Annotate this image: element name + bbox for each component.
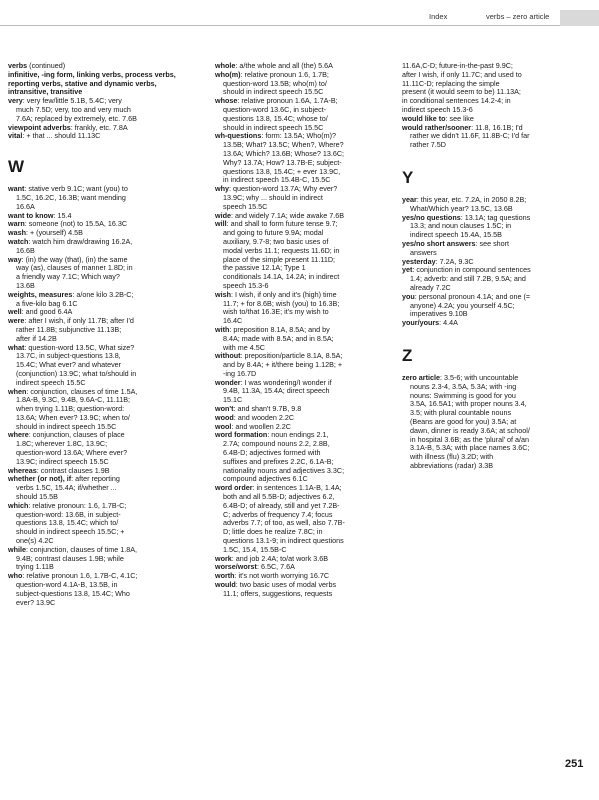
- entry-references: : contrast clauses 1.9B: [36, 465, 110, 475]
- index-entry: [215, 431, 390, 484]
- entry-headword: weights, measures: [8, 289, 73, 299]
- entry-references: : a/one kilo 3.2B-C;: [72, 289, 134, 299]
- entry-first-line: [402, 319, 574, 328]
- entry-headword: whereas: [8, 465, 37, 475]
- entry-headword: with: [215, 324, 230, 334]
- entry-continuation-line: 1.4; adverb: and still 7.2B, 9.5A; and: [410, 274, 526, 284]
- entry-continuation-line: 2.7A; compound nouns 2.2, 2.8B,: [223, 439, 330, 449]
- entry-continuation-line: when trying 1.11B; question-word:: [16, 404, 125, 414]
- entry-headword: would: [215, 580, 236, 590]
- entry-references: : I wish, if only and it's (high) time: [230, 289, 337, 299]
- entry-continuation-line: 3.5A, 16.5A1; with proper nouns 3.4,: [410, 399, 527, 409]
- index-entry: [402, 319, 574, 328]
- entry-references: : question-word 13.7A; Why ever?: [228, 184, 338, 194]
- entry-continuation-line: 3.5; with plural countable nouns: [410, 408, 512, 418]
- index-entry: [8, 317, 196, 343]
- entry-continuation-line: (conjunction) 13.9C; what to/should in: [16, 368, 137, 378]
- running-header: [0, 10, 599, 30]
- entry-continuation-line: a friendly way 7.1C; Which way?: [16, 272, 120, 282]
- index-entry: [402, 374, 574, 471]
- entry-references: : stative verb 9.1C; want (you) to: [24, 184, 128, 194]
- index-entry: [8, 344, 196, 388]
- entry-continuation-line: already 7.2C: [410, 282, 451, 292]
- index-entry: [402, 124, 574, 150]
- entry-references: : (in) the way (that), (in) the same: [21, 254, 128, 264]
- entry-references: : very few/little 5.1B, 5.4C; very: [22, 96, 122, 106]
- entry-continuation-line: adverbs 7.7; of too, as well, also 7.7B-: [223, 518, 345, 528]
- entry-references: : and wooden 2.2C: [233, 412, 295, 422]
- entry-headword: vital: [8, 131, 23, 141]
- entry-continuation-line: anyone) 4.2A; you yourself 4.5C;: [410, 300, 515, 310]
- entry-headword: well: [8, 307, 22, 317]
- entry-references: : 4.4A: [439, 318, 458, 328]
- entry-continuation-line: dawn, dinner is ready 3.6A; at school/: [410, 425, 530, 435]
- index-entry: [8, 572, 196, 607]
- entry-continuation-line: 16.6A: [16, 201, 35, 211]
- index-entry: [215, 220, 390, 290]
- entry-continuation-line: questions 13.8, 15.4C; which to/: [16, 518, 119, 528]
- entry-first-line: [8, 238, 196, 247]
- entry-references: : and good 6.4A: [21, 307, 73, 317]
- entry-continuation-line: questions 13.8, 15.4C; + ever 13.9C,: [223, 166, 341, 176]
- entry-continuation-line: in indirect speech 15.4B-C, 15.5C: [223, 175, 331, 185]
- entry-continuation-line: questions 13.8, 15.4C; whose to/: [223, 113, 328, 123]
- entry-headword: your/yours: [402, 318, 440, 328]
- entry-continuation-line: should in indirect speech 15.5C: [223, 122, 324, 132]
- entry-continuation-line: What/Which year? 13.5C, 13.6B: [410, 203, 513, 213]
- entry-headword: yesterday: [402, 256, 436, 266]
- entry-continuation-line: indirect speech 15.3-6: [402, 104, 473, 114]
- header-index-label: Index: [429, 12, 448, 21]
- entry-continuation-line: a five-kilo bag 6.1C: [16, 298, 78, 308]
- index-entry: [8, 291, 196, 309]
- entry-references: : after I wish, if only 11.7B; after I'd: [24, 316, 134, 326]
- entry-continuation-line: suffixes and prefixes 2.2C, 6.1A-B;: [223, 456, 334, 466]
- entry-references: : and woollen 2.2C: [231, 421, 291, 431]
- entry-references: : this year, etc. 7.2A, in 2050 8.2B;: [416, 194, 527, 204]
- entry-continuation-line: ever? 13.9C: [16, 597, 56, 607]
- entry-continuation-line: rather 7.5D: [410, 140, 446, 150]
- page-number: 251: [565, 758, 584, 770]
- entry-continuation-line: 15.4C; What ever? and whatever: [16, 360, 122, 370]
- entry-references: : and job 2.4A; to/at work 3.6B: [231, 553, 329, 563]
- entry-references: : form: 13.5A; Who(m)?: [261, 131, 337, 141]
- entry-references: : and widely 7.1A; wide awake 7.6B: [230, 210, 345, 220]
- entry-continuation-line: 13.6A; Which? 13.6B; Whose? 13.6C;: [223, 148, 345, 158]
- entry-continuation-line: 13.9C; indirect speech 15.5C: [16, 456, 109, 466]
- entry-headword: worth: [215, 571, 235, 581]
- entry-continuation-line: in hospital 3.6B; as the 'plural' of a/an: [410, 434, 530, 444]
- index-entry: [402, 240, 574, 258]
- entry-headword: when: [8, 386, 27, 396]
- entry-headword: watch: [8, 236, 29, 246]
- entry-continuation-line: the passive 12.1A; Type 1: [223, 263, 306, 273]
- entry-headword: wonder: [215, 377, 241, 387]
- entry-continuation-line: after I wish, if only 11.7C; and used to: [402, 69, 522, 79]
- entry-continuation-line: 1.8A-B, 9.3C, 9.4B, 9.6A-C, 11.11B;: [16, 395, 130, 405]
- entry-continuation-line: way (as), clauses of manner 1.8D; in: [16, 263, 133, 273]
- entry-continuation-line: should in indirect speech 15.5C: [223, 87, 324, 97]
- entry-references: : two basic uses of modal verbs: [235, 580, 337, 590]
- entry-references: : question-word 13.5C, What size?: [24, 342, 135, 352]
- index-entry: [402, 266, 574, 292]
- entry-headword: wh-questions: [215, 131, 262, 141]
- entry-continuation-line: wish to/that 16.3E; it's my wish to: [223, 307, 329, 317]
- entry-references: : frankly, etc. 7.8A: [70, 122, 128, 132]
- entry-headword: very: [8, 96, 23, 106]
- entry-references: : preposition/particle 8.1A, 8.5A;: [240, 351, 343, 361]
- entry-continuation-line: question-word 13.5B; who(m) to/: [223, 78, 327, 88]
- entry-references: : and shan't 9.7B, 9.8: [233, 404, 302, 414]
- entry-headword: viewpoint adverbs: [8, 122, 71, 132]
- entry-continuation-line: conditionals 14.1A, 14.2A; in indirect: [223, 272, 340, 282]
- entry-headword: yes/no questions: [402, 212, 461, 222]
- entry-references: : 7.2A, 9.3C: [435, 256, 474, 266]
- entry-continuation-line: and going to future 9.9A; modal: [223, 228, 324, 238]
- entry-headword: will: [215, 219, 227, 229]
- entry-continuation-line: question-word 13.6C, in subject-: [223, 104, 327, 114]
- entry-continuation-line: C; adverbs of frequency 7.4; focus: [223, 509, 333, 519]
- index-entry: [215, 291, 390, 326]
- entry-continuation-line: with me 4.5C: [223, 342, 265, 352]
- entry-continuation-line: should 15.5B: [16, 492, 58, 502]
- entry-continuation-line: question-word 4.1A-B, 13.5B, in: [16, 580, 118, 590]
- entry-headword: yet: [402, 265, 413, 275]
- entry-continuation-line: compound adjectives 6.1C: [223, 474, 308, 484]
- entry-continuation-line: much 7.5D; very, too and very much: [16, 104, 131, 114]
- entry-references: : 13.1A; tag questions: [460, 212, 531, 222]
- index-column-2: [215, 62, 390, 599]
- index-column-3: [402, 62, 574, 471]
- index-entry: [215, 379, 390, 405]
- entry-continuation-line: question-word 13.6A; Where ever?: [16, 448, 128, 458]
- entry-headword: who: [8, 571, 23, 581]
- entry-references: : 3.5-6; with uncountable: [439, 372, 519, 382]
- entry-continuation-line: rather we didn't 11.6F, 11.8B-C; I'd far: [410, 131, 530, 141]
- entry-headword: yes/no short answers: [402, 238, 476, 248]
- entry-continuation-line: 1.5C, 16.2C, 16.3B; want mending: [16, 192, 126, 202]
- entry-continuation-line: 6.4B-D; adjectives formed with: [223, 448, 321, 458]
- entry-references: : preposition 8.1A, 8.5A; and by: [229, 324, 330, 334]
- entry-continuation-line: rather 11.8B; subjunctive 11.13B;: [16, 324, 122, 334]
- entry-continuation-line: one(s) 4.2C: [16, 536, 54, 546]
- entry-headword: you: [402, 291, 415, 301]
- entry-headword: want: [8, 184, 25, 194]
- entry-references: : 15.4: [53, 210, 72, 220]
- entry-continuation-line: 13.7C, in subject-questions 13.8,: [16, 351, 121, 361]
- entry-continuation-line: present (it would seem to be) 11.13A;: [402, 87, 521, 97]
- entry-headword: which: [8, 500, 29, 510]
- entry-headword: why: [215, 184, 229, 194]
- entry-first-line: [8, 132, 196, 141]
- entry-continuation-line: 11.1; offers, suggestions, requests: [223, 588, 333, 598]
- entry-references: : conjunction, clauses of place: [28, 430, 125, 440]
- entry-headword: whole: [215, 61, 236, 70]
- entry-continuation-line: D; little does he realize 7.8C; in: [223, 527, 323, 537]
- entry-continuation-line: 1.5C, 15.4, 15.5B-C: [223, 544, 287, 554]
- entry-continuation-line: indirect speech 15.5C: [16, 377, 86, 387]
- entry-references: : relative pronoun 1.6, 1.7B;: [240, 69, 329, 79]
- entry-continuation-line: Why? 13.7A; How? 13.7B-E; subject-: [223, 157, 342, 167]
- entry-continuation-line: 15.1C: [223, 395, 243, 405]
- entry-continuation-line: modal verbs 11.1; requests 11.6D; in: [223, 245, 340, 255]
- entry-headword: wide: [215, 210, 231, 220]
- entry-references: : + (yourself) 4.5B: [25, 228, 83, 238]
- entry-first-line: [8, 71, 196, 97]
- index-entry: [8, 546, 196, 572]
- entry-references: : see like: [445, 113, 474, 123]
- entry-continuation-line: 13.5B; What? 13.5C; When?, Where?: [223, 140, 344, 150]
- entry-continuation-line: 16.6B: [16, 245, 35, 255]
- entry-headword: verbs: [8, 61, 28, 70]
- entry-references: : in sentences 1.1A-B, 1.4A;: [252, 483, 342, 493]
- entry-headword: without: [215, 351, 241, 361]
- entry-references: (continued): [27, 61, 66, 70]
- index-entry: [215, 132, 390, 185]
- index-entry: [215, 484, 390, 554]
- entry-continuation-line: 8.4A; made with 8.5A; and in 8.5A;: [223, 333, 334, 343]
- index-entry: [402, 293, 574, 319]
- entry-headword: whether (or not), if: [8, 474, 72, 484]
- entry-continuation-line: 13.9C; why ... should in indirect: [223, 192, 323, 202]
- entry-continuation-line: 6.4B-D; of already, still and yet 7.2B-: [223, 500, 340, 510]
- entry-headword: year: [402, 194, 417, 204]
- entry-references: : 6.5C, 7.6A: [256, 562, 295, 572]
- entry-continuation-line: 11.11C-D; replacing the simple: [402, 78, 500, 88]
- section-letter: W: [8, 157, 25, 177]
- entry-continuation-line: verbs 1.5C, 15.4A; if/whether ...: [16, 483, 117, 493]
- entry-continuation-line: 3.1A-B, 5.3A; with place names 3.6C;: [410, 443, 530, 453]
- entry-headword: wash: [8, 228, 26, 238]
- entry-continuation-line: 11.6A,C-D; future-in-the-past 9.9C;: [402, 61, 513, 70]
- entry-references: : personal pronoun 4.1A; and one (=: [414, 291, 531, 301]
- entry-continuation-line: trying 1.11B: [16, 562, 54, 572]
- entry-references: : relative pronoun: 1.6, 1.7B-C;: [28, 500, 127, 510]
- entry-references: : + that ... should 11.13C: [22, 131, 101, 141]
- entry-headword: zero article: [402, 372, 440, 382]
- section-letter: Z: [402, 345, 413, 365]
- entry-continuation-line: question-word: 13.6B, in subject-: [16, 509, 121, 519]
- index-entry: [402, 62, 574, 115]
- entry-continuation-line: abbreviations (radar) 3.3B: [410, 460, 494, 470]
- index-entry: [8, 238, 196, 256]
- entry-references: : see short: [475, 238, 510, 248]
- entry-continuation-line: questions 13.1-9; in indirect questions: [223, 536, 344, 546]
- entry-continuation-line: should in indirect speech 15.5C: [16, 421, 117, 431]
- entry-continuation-line: speech 15.3-6: [223, 280, 269, 290]
- entry-references: : noun endings 2.1,: [267, 430, 329, 440]
- index-entry: [8, 475, 196, 501]
- index-entry: [8, 256, 196, 291]
- entry-continuation-line: 13.6A; When ever? 13.9C; when to/: [16, 412, 130, 422]
- entry-continuation-line: (Beans are good for you) 3.5A; at: [410, 416, 517, 426]
- entry-headword: would rather/sooner: [402, 122, 472, 132]
- header-title: verbs – zero article: [486, 12, 550, 21]
- index-entry: [8, 71, 196, 97]
- entry-continuation-line: imperatives 9.10B: [410, 309, 468, 319]
- index-entry: [8, 132, 196, 141]
- index-entry: [215, 326, 390, 352]
- entry-continuation-line: 1.8C; wherever 1.8C, 13.9C;: [16, 439, 108, 449]
- entry-continuation-line: auxiliary, 9.7-8; two basic uses of: [223, 236, 329, 246]
- index-column-1: [8, 62, 196, 607]
- entry-references: : relative pronoun 1.6A, 1.7A-B;: [237, 96, 338, 106]
- index-entry: [8, 431, 196, 466]
- entry-continuation-line: subject-questions 13.8, 15.4C; Who: [16, 588, 130, 598]
- entry-references: : watch him draw/drawing 16.2A,: [28, 236, 133, 246]
- entry-continuation-line: and by 8.4A; + it/there being 1.12B; +: [223, 360, 343, 370]
- entry-continuation-line: nationality nouns and adjectives 3.3C;: [223, 465, 345, 475]
- entry-headword: want to know: [8, 210, 54, 220]
- entry-references: : it's not worth worrying 16.7C: [234, 571, 330, 581]
- index-entry: [215, 185, 390, 211]
- entry-references: : someone (not) to 15.5A, 16.3C: [24, 219, 128, 229]
- entry-continuation-line: speech 15.5C: [223, 201, 268, 211]
- index-entry: [402, 196, 574, 214]
- entry-references: : a/the whole and all (the) 5.6A: [235, 61, 333, 70]
- entry-continuation-line: with illness (flu) 3.2D; with: [410, 452, 494, 462]
- entry-continuation-line: 7.6A; replaced by extremely, etc. 7.6B: [16, 113, 137, 123]
- entry-continuation-line: 11.7; + for 8.6B; wish (you) to 16.3B;: [223, 298, 340, 308]
- index-entry: [215, 97, 390, 132]
- entry-continuation-line: 16.4C: [223, 316, 243, 326]
- index-entry: [8, 97, 196, 123]
- entry-headword: wood: [215, 412, 234, 422]
- entry-references: : 11.8, 16.1B; I'd: [471, 122, 523, 132]
- entry-references: : conjunction, clauses of time 1.5A,: [26, 386, 138, 396]
- entry-continuation-line: nouns: Swimming is good for you: [410, 390, 516, 400]
- entry-headword: what: [8, 342, 25, 352]
- entry-headword: worse/worst: [215, 562, 257, 572]
- entry-continuation-line: 13.3; and noun clauses 1.5C; in: [410, 221, 512, 231]
- entry-headword: while: [8, 544, 26, 554]
- entry-continuation-line: -ing 16.7D: [223, 368, 257, 378]
- entry-references: : after reporting: [71, 474, 120, 484]
- entry-headword: word order: [215, 483, 253, 493]
- index-entry: [402, 214, 574, 240]
- entry-continuation-line: nouns 2.3-4, 3.5A, 5.3A; with -ing: [410, 381, 517, 391]
- index-entry: [8, 388, 196, 432]
- entry-headword: wool: [215, 421, 232, 431]
- index-entry: [215, 352, 390, 378]
- entry-continuation-line: indirect speech 15.4A, 15.5B: [410, 230, 502, 240]
- entry-continuation-line: answers: [410, 247, 437, 257]
- entry-references: : conjunction, clauses of time 1.8A,: [25, 544, 138, 554]
- entry-headword: way: [8, 254, 22, 264]
- entry-continuation-line: 9.4B; contrast clauses 1.9B; while: [16, 553, 124, 563]
- section-letter: Y: [402, 167, 414, 187]
- entry-continuation-line: should in indirect speech 15.5C; +: [16, 527, 125, 537]
- index-entry: [215, 71, 390, 97]
- entry-headword: work: [215, 553, 232, 563]
- entry-continuation-line: 13.6B: [16, 280, 35, 290]
- index-entry: [8, 185, 196, 211]
- header-rule: [0, 25, 560, 26]
- entry-headword: where: [8, 430, 29, 440]
- entry-headword: who(m): [215, 69, 241, 79]
- index-entry: [8, 502, 196, 546]
- entry-references: : I was wondering/I wonder if: [240, 377, 332, 387]
- entry-continuation-line: place of the simple present 11.11D;: [223, 254, 336, 264]
- entry-headword: word formation: [215, 430, 268, 440]
- entry-headword: infinitive, -ing form, linking verbs, process verbs, reporting verbs, stative and dynamic verbs, intransitive, transitive: [8, 69, 176, 97]
- entry-headword: wish: [215, 289, 231, 299]
- entry-headword: were: [8, 316, 25, 326]
- entry-headword: warn: [8, 219, 25, 229]
- entry-references: : conjunction in compound sentences: [412, 265, 531, 275]
- entry-references: : and shall to form future tense 9.7;: [226, 219, 338, 229]
- entry-continuation-line: 9.4B, 11.3A, 15.4A; direct speech: [223, 386, 330, 396]
- thumb-tab: [560, 10, 599, 26]
- index-entry: [215, 581, 390, 599]
- entry-continuation-line: both and all 5.5B-D; adjectives 6.2,: [223, 492, 335, 502]
- entry-headword: would like to: [402, 113, 446, 123]
- entry-continuation-line: after if 14.2B: [16, 333, 57, 343]
- entry-headword: whose: [215, 96, 238, 106]
- entry-continuation-line: in conditional sentences 14.2-4; in: [402, 96, 511, 106]
- entry-references: : relative pronoun 1.6, 1.7B-C, 4.1C;: [22, 571, 138, 581]
- entry-headword: won't: [215, 404, 234, 414]
